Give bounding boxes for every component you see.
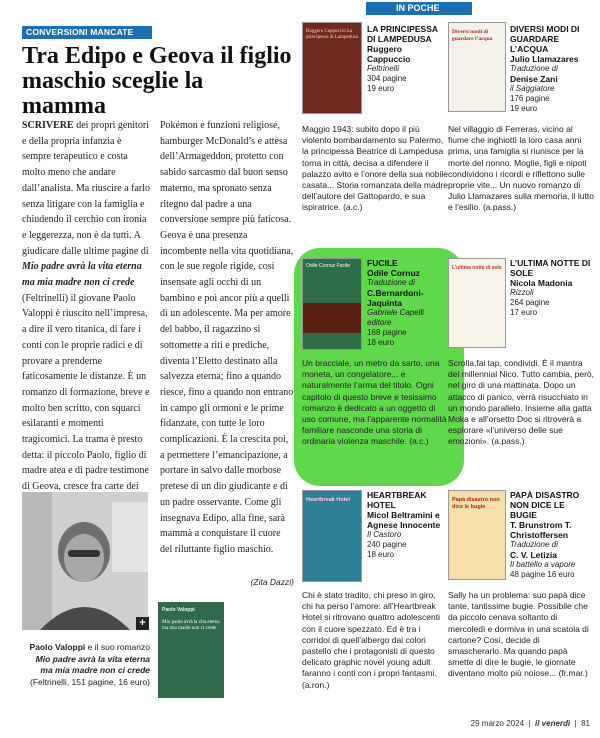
book-3-price: 18 euro	[367, 338, 395, 347]
book-2-info	[510, 24, 594, 114]
book-1-author: Ruggero Cappuccio	[367, 44, 411, 64]
book-cover-3-band	[303, 303, 361, 333]
book-4-author: Nicola Madonia	[510, 278, 573, 288]
section-title: IN POCHE PAROLE	[366, 2, 472, 15]
book-cover-4-title: L’ultima notte di sole	[452, 265, 502, 271]
book-6-price: 16 euro	[547, 570, 575, 579]
book-4-info	[510, 258, 594, 318]
book-4-price: 17 euro	[510, 308, 538, 317]
book-2-title: DIVERSI MODI DI GUARDARE L’ACQUA	[510, 24, 580, 54]
book-5-pages: 240 pagine	[367, 540, 407, 549]
book-2-review: Nel villaggio di Ferreras, vicino al fiume che inghiottì la loro casa anni prima, una famiglia si riunisce per la morte del nonno. Moglie, figli e nipoti condividono i ricordi e riflettono sulle proprie vite... Un nuovo romanzo di Julio Llamazares sulla memoria, il lutto e l’esilio. (a.pass.)	[448, 124, 594, 213]
book-5-publisher: Il Castoro	[367, 530, 402, 539]
book-6-author: T. Brunstrom T. Christoffersen	[510, 520, 572, 540]
book-4-publisher: Rizzoli	[510, 288, 534, 297]
drop-lead: SCRIVERE	[22, 120, 74, 131]
book-1-publisher: Feltrinelli	[367, 64, 400, 73]
book-6-pages-price	[510, 570, 594, 580]
article-book-cover-title: Mio padre avrà la vita eterna ma mia madre non ci crede	[162, 620, 220, 631]
book-4-review: Scrolla,fai tap, condividi. È il mantra del millennial Nico. Tutto cambia, però, nel giro di una mattinata. Dopo un attacco di panico, verrà risucchiato in un mondo parallelo. Insieme alla gatta Moka e all’orsetto Doc si ritroverà a esplorare «l’universo delle sue emozioni». (a.pass.)	[448, 358, 594, 447]
book-6-info	[510, 490, 594, 580]
book-6-translator-label: Traduzione di	[510, 540, 558, 549]
book-2-translator-label: Traduzione di	[510, 64, 558, 73]
book-title-inline: Mio padre avrà la vita eterna ma mia madre non ci crede	[22, 261, 142, 289]
book-2-translator: Denise Zani	[510, 74, 558, 84]
book-6-translator: C. V. Letizia	[510, 550, 557, 560]
page-footer: 29 marzo 2024 | il venerdì | 81	[470, 719, 590, 728]
article-column-1	[22, 118, 150, 495]
book-1-info	[367, 24, 447, 94]
article-signature: (Zita Dazzi)	[250, 577, 294, 587]
book-4-pages: 264 pagine	[510, 298, 550, 307]
article-book-cover	[158, 602, 224, 698]
caption-tail: (Feltrinelli, 151 pagine, 16 euro)	[29, 676, 150, 687]
book-5-info	[367, 490, 447, 560]
caption-title: Mio padre avrà la vita eterna ma mia madre non ci crede	[35, 653, 150, 675]
book-2-pages: 176 pagine	[510, 94, 550, 103]
book-cover-6	[448, 490, 506, 580]
book-4-title: L’ULTIMA NOTTE DI SOLE	[510, 258, 591, 278]
book-5-review: Chi è stato tradito, chi preso in giro, chi ha perso l’amore: all’Heartbreak Hotel si ritrovano quattro adolescenti con il cuore spezzato. Ed è tra i corridoi di quell’albergo dai colori pastello che i protagonisti di questo delicato graphic novel young adult faranno i conti con i propri fantasmi. (a.ron.)	[302, 590, 440, 690]
book-3-title: FUCILE	[367, 258, 398, 268]
book-6-title: PAPÀ DISASTRO NON DICE LE BUGIE	[510, 490, 580, 520]
book-1-pages: 304 pagine	[367, 74, 407, 83]
article-column-2: Pokémon e funzioni religiose, hamburger McDonald’s e attesa dell’Armageddon, protetto con sabido sarcasmo dal buon senso materno, ma spronato senza ritegno dal padre a una conversione sempre più faticosa. Geova è una presenza incombente nella vita quotidiana, con le sue regole rigide, così insensate agli occhi di un bambino e poi ancor più a quelli di un adolescente. Ma per amore del babbo, il ragazzino si sottomette a riti e prediche, diventa l’Eletto destinato alla salvezza eterna; fino a quando riesce, fino a quando non entrano in campo gli ormoni e le prime fidanzate, con tutte le loro complicazioni. È la crescita poi, a permettere l’emancipazione, a portare in salvo dalle morbose pretese di un dio giudicante e di un padre osservante. Come gli insegnava Edipo, alla fine, sarà mammà a conquistare il cuore del riluttante figlio maschio.	[160, 120, 294, 555]
footer-date: 29 marzo 2024	[470, 719, 525, 728]
book-6-publisher: Il battello a vapore	[510, 560, 576, 569]
book-cover-5	[302, 490, 362, 582]
article-headline: Tra Edipo e Geova il figlio maschio sceglie la mamma	[22, 43, 292, 119]
book-3-author: Odile Cornuz	[367, 268, 420, 278]
book-5-title: HEARTBREAK HOTEL	[367, 490, 427, 510]
book-6-review: Sally ha un problema: suo papà dice tante, tantissime bugie. Possibile che da piccolo cenava soltanto di mercoledì e dormiva in una scatola di cartone? Così, decide di smascherarlo. Ma quando papà smette di dire le bugie, le giornate diventano molto più noiose... (fr.mar.)	[448, 590, 589, 679]
author-photo	[22, 492, 148, 630]
book-3-review: Un bracciale, un metro da sarto, una moneta, un congelatore... e naturalmente l’arma del titolo. Ogni capitolo di questo breve e tesissimo romanzo è dedicato a un oggetto di uso comune, ma l’apparente normalità familiare nasconde una storia di ordinaria violenza maschile. (a.c.)	[302, 358, 447, 447]
book-cover-5-title: Heartbreak Hotel	[306, 497, 351, 503]
book-cover-2-title: Diversi modi di guardare l’acqua	[452, 29, 493, 42]
book-3-translator: C.Bernardoni-Jaquinta	[367, 288, 424, 308]
book-2-price: 19 euro	[510, 104, 538, 113]
book-cover-1	[302, 22, 362, 114]
book-cover-6-title: Papà disastro non dice le bugie	[452, 497, 500, 510]
footer-brand: il venerdì	[535, 719, 571, 728]
caption-author: Paolo Valoppi	[29, 642, 86, 652]
book-1-title: LA PRINCIPESSA DI LAMPEDUSA	[367, 24, 438, 44]
book-cover-3-title: Odile Cornuz Fucile	[306, 263, 350, 269]
footer-page-number: 81	[581, 719, 590, 728]
book-cover-4	[448, 258, 506, 348]
book-2-publisher: il Saggiatore	[510, 84, 555, 93]
book-1-price: 19 euro	[367, 84, 395, 93]
book-3-translator-label: Traduzione di	[367, 278, 415, 287]
article-rubric: CONVERSIONI MANCATE	[22, 26, 152, 39]
article-text-1a: dei propri genitori e della propria infanzia è sempre terapeutico e costa molto meno che andare dall’analista. Ma riuscire a farlo senza litigare con la famiglia e chiudendo il cerchio con ironia e leggerezza, non è da tutti. A giudicare dalle ultime pagine di	[22, 120, 150, 257]
photo-caption	[22, 642, 150, 688]
book-cover-1-title: Ruggero Cappuccio La principessa di Lampedusa	[306, 29, 358, 40]
book-cover-3	[302, 258, 362, 350]
book-2-author: Julio Llamazares	[510, 54, 579, 64]
author-portrait-image	[22, 492, 148, 630]
photo-expand-button[interactable]: +	[136, 617, 149, 630]
book-6-pages: 48 pagine	[510, 570, 546, 579]
book-5-author: Micol Beltramini e Agnese Innocente	[367, 510, 441, 530]
book-3-pages: 168 pagine	[367, 328, 407, 337]
book-cover-2	[448, 22, 506, 112]
caption-mid: e il suo romanzo	[85, 642, 150, 652]
book-1-review: Maggio 1943: subito dopo il più violento bombardamento su Palermo, la principessa Beatrice di Lampedusa torna in città, decisa a difendere il palazzo avito e l’onore della sua nobile casata... Storia romanzata della madre dell’autore del Gattopardo, e sua ispiratrice. (a.c.)	[302, 124, 449, 213]
article-book-cover-author: Paolo Valoppi	[162, 607, 195, 613]
book-3-publisher: Gabriele Capelli editore	[367, 308, 424, 327]
article-text-1b: (Feltrinelli) il giovane Paolo Valoppi è riuscito nell’impresa, a dire il vero titanica, di fare i conti con le proprie radici e di provare a prenderne faticosamente le distanze. È un romanzo di formazione, breve e molto ben scritto, con squarci esilaranti e momenti tragicomici. La trama è presto detta: il piccolo Paolo, figlio di madre atea e di padre testimone di Geova, cresce fra carte dei	[22, 292, 150, 493]
book-3-info	[367, 258, 447, 348]
book-5-price: 18 euro	[367, 550, 395, 559]
